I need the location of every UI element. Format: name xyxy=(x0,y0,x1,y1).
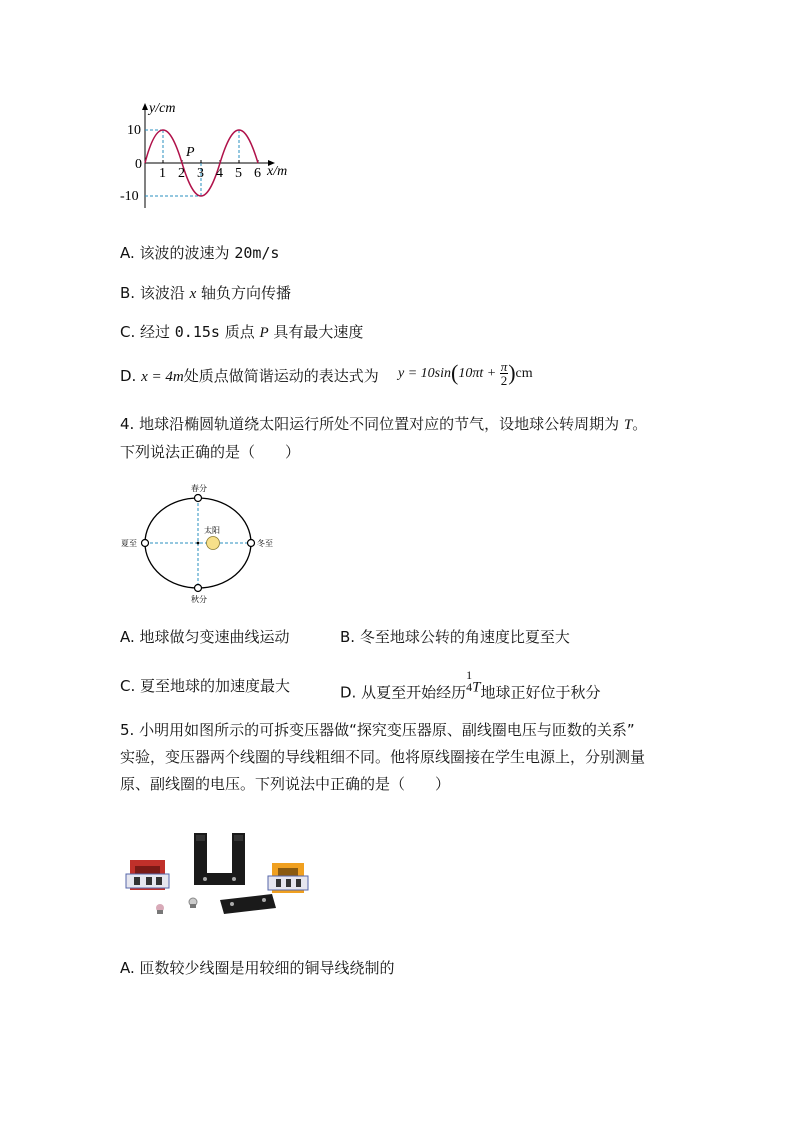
y-axis-arrow xyxy=(142,103,148,110)
x-tick-3: 3 xyxy=(197,166,204,181)
x-tick-2: 2 xyxy=(178,166,185,181)
earth-summer-icon xyxy=(142,540,149,547)
q4-option-b: B. 冬至地球公转的角速度比夏至大 xyxy=(340,628,570,646)
q3-d-formula: y = 10sin(10πt + $\frac{\pi}{2}$ )cm xyxy=(398,359,533,389)
x-tick-1: 1 xyxy=(159,166,166,181)
x-tick-4: 4 xyxy=(216,166,223,181)
sun-icon xyxy=(207,537,220,550)
q3-option-c: C. 经过 0.15s 质点 P 具有最大速度 xyxy=(120,323,364,341)
q4-option-c: C. 夏至地球的加速度最大 xyxy=(120,677,291,695)
orbit-diagram xyxy=(115,480,315,605)
u-core xyxy=(194,833,245,885)
x-tick-6: 6 xyxy=(254,166,261,181)
y-tick-neg10: -10 xyxy=(120,189,139,204)
orbit-center-dot xyxy=(197,542,200,545)
red-coil xyxy=(126,860,169,890)
q3-option-d: D. x = 4m处质点做简谐运动的表达式为 xyxy=(120,367,379,385)
x-tick-5: 5 xyxy=(235,166,242,181)
earth-autumn-icon xyxy=(195,585,202,592)
label-autumn: 秋分 xyxy=(191,595,207,604)
q3-option-a: A. 该波的波速为 20m/s xyxy=(120,244,280,262)
earth-winter-icon xyxy=(248,540,255,547)
label-summer: 夏至 xyxy=(121,539,137,548)
point-p-label: P xyxy=(186,145,195,160)
label-spring: 春分 xyxy=(191,484,207,493)
transformer-photo xyxy=(120,828,320,923)
q4-option-d: D. 从夏至开始经历 1 4 T地球正好位于秋分 xyxy=(340,668,601,702)
q3-option-b: B. 该波沿 x 轴负方向传播 xyxy=(120,284,292,302)
q4-stem: 4. 地球沿椭圆轨道绕太阳运行所处不同位置对应的节气，设地球公转周期为 T。 下列说法正确的是（ ） xyxy=(120,415,648,461)
y-tick-0: 0 xyxy=(135,157,142,172)
earth-spring-icon xyxy=(195,495,202,502)
y-axis-label: y/cm xyxy=(149,101,176,116)
q5-option-a: A. 匝数较少线圈是用较细的铜导线绕制的 xyxy=(120,959,395,977)
yoke-bar xyxy=(220,894,276,914)
x-axis-label: x/m xyxy=(267,164,288,179)
orange-coil xyxy=(268,863,308,893)
q5-stem: 5. 小明用如图所示的可拆变压器做“探究变压器原、副线圈电压与匝数的关系” 实验，变压器两个线圈的导线粗细不同。他将原线圈接在学生电源上，分别测量 原、副线圈的电压。下列说法中正确的是（ ） xyxy=(120,721,646,793)
q4-option-a: A. 地球做匀变速曲线运动 xyxy=(120,628,290,646)
label-winter: 冬至 xyxy=(257,539,273,548)
wave-graph xyxy=(115,100,315,215)
label-sun: 太阳 xyxy=(204,526,220,535)
y-tick-10: 10 xyxy=(127,123,141,138)
